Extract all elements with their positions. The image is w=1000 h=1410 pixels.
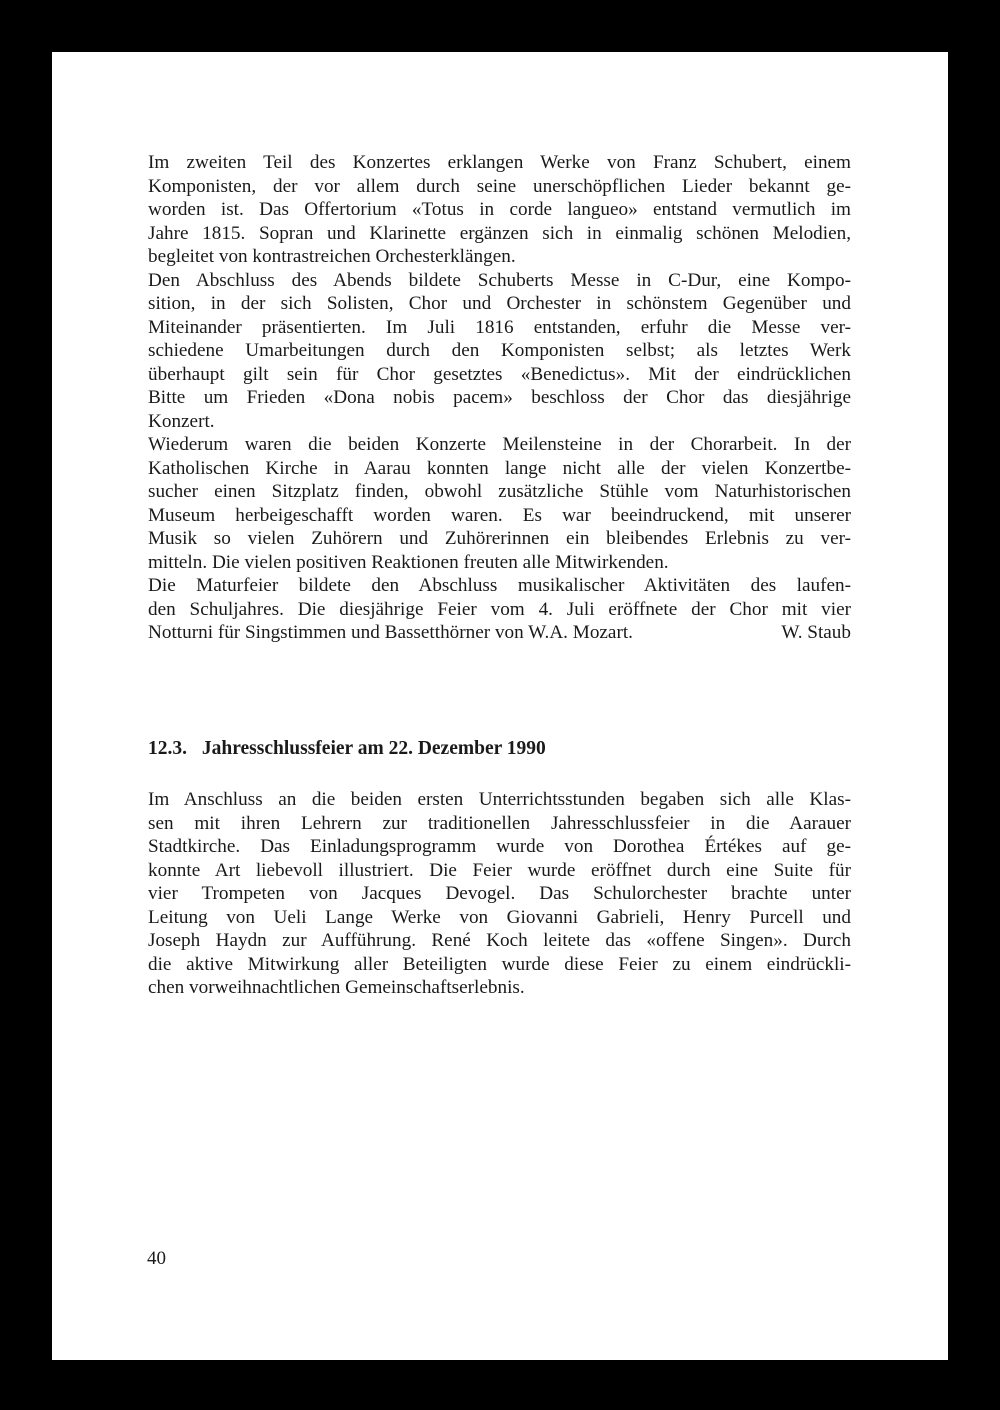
text-line: Leitung von Ueli Lange Werke von Giovanni Gabrieli, Henry Purcell und	[148, 906, 851, 928]
text-line: sition, in der sich Solisten, Chor und Orchester in schönstem Gegenüber und	[148, 293, 851, 314]
text-line: konnte Art liebevoll illustriert. Die Feier wurde eröffnet durch eine Suite für	[148, 859, 851, 881]
text-line: Miteinander präsentierten. Im Juli 1816 entstanden, erfuhr die Messe ver-	[148, 316, 851, 338]
text-line: mitteln. Die vielen positiven Reaktionen freuten alle Mitwirkenden.	[148, 551, 669, 573]
text-line: schiedene Umarbeitungen durch den Komponisten selbst; als letztes Werk	[148, 340, 851, 361]
text-line: sucher einen Sitzplatz finden, obwohl zusätzliche Stühle vom Naturhistorischen	[148, 481, 851, 502]
text-line: die aktive Mitwirkung aller Beteiligten wurde diese Feier zu einem eindrückli-	[148, 953, 851, 975]
document-page	[52, 52, 948, 1360]
text-line: Musik so vielen Zuhörern und Zuhörerinnen ein bleibendes Erlebnis zu ver-	[148, 528, 851, 549]
text-line: Museum herbeigeschafft worden waren. Es war beeindruckend, mit unserer	[148, 504, 851, 526]
author-signature: W. Staub	[781, 622, 851, 643]
text-line: Den Abschluss des Abends bildete Schuberts Messe in C-Dur, eine Kompo-	[148, 269, 851, 291]
text-line: sen mit ihren Lehrern zur traditionellen Jahresschlussfeier in die Aarauer	[148, 812, 851, 834]
section-heading	[148, 738, 546, 760]
section-number: 12.3.	[148, 738, 187, 759]
text-line: begleitet von kontrastreichen Orchesterklängen.	[148, 246, 516, 267]
text-line: Joseph Haydn zur Aufführung. René Koch leitete das «offene Singen». Durch	[148, 930, 851, 951]
text-line: den Schuljahres. Die diesjährige Feier vom 4. Juli eröffnete der Chor mit vier	[148, 598, 851, 620]
text-line: Im Anschluss an die beiden ersten Unterrichtsstunden begaben sich alle Klas-	[148, 789, 851, 810]
body-text-year-end	[148, 788, 851, 1000]
text-line: Katholischen Kirche in Aarau konnten lange nicht alle der vielen Konzertbe-	[148, 457, 851, 479]
body-text-concert	[148, 151, 851, 645]
text-line: Die Maturfeier bildete den Abschluss musikalischer Aktivitäten des laufen-	[148, 575, 851, 596]
text-line: überhaupt gilt sein für Chor gesetztes «Benedictus». Mit der eindrücklichen	[148, 363, 851, 385]
text-line: Notturni für Singstimmen und Bassetthörner von W.A. Mozart.	[148, 622, 633, 643]
text-line: Stadtkirche. Das Einladungsprogramm wurde von Dorothea Értékes auf ge-	[148, 836, 851, 857]
text-line: vier Trompeten von Jacques Devogel. Das Schulorchester brachte unter	[148, 883, 851, 904]
text-line: Im zweiten Teil des Konzertes erklangen Werke von Franz Schubert, einem	[148, 152, 851, 173]
text-line: Komponisten, der vor allem durch seine unerschöpflichen Lieder bekannt ge-	[148, 175, 851, 197]
text-line: chen vorweihnachtlichen Gemeinschaftserlebnis.	[148, 977, 525, 998]
page-number: 40	[147, 1248, 166, 1269]
text-line: Jahre 1815. Sopran und Klarinette ergänzen sich in einmalig schönen Melodien,	[148, 222, 851, 244]
text-line: worden ist. Das Offertorium «Totus in corde langueo» entstand vermutlich im	[148, 199, 851, 220]
section-title: Jahresschlussfeier am 22. Dezember 1990	[201, 738, 546, 759]
text-line: Konzert.	[148, 410, 215, 432]
text-line: Bitte um Frieden «Dona nobis pacem» beschloss der Chor das diesjährige	[148, 387, 851, 408]
text-line-with-signature	[148, 621, 851, 645]
text-line: Wiederum waren die beiden Konzerte Meilensteine in der Chorarbeit. In der	[148, 434, 851, 455]
